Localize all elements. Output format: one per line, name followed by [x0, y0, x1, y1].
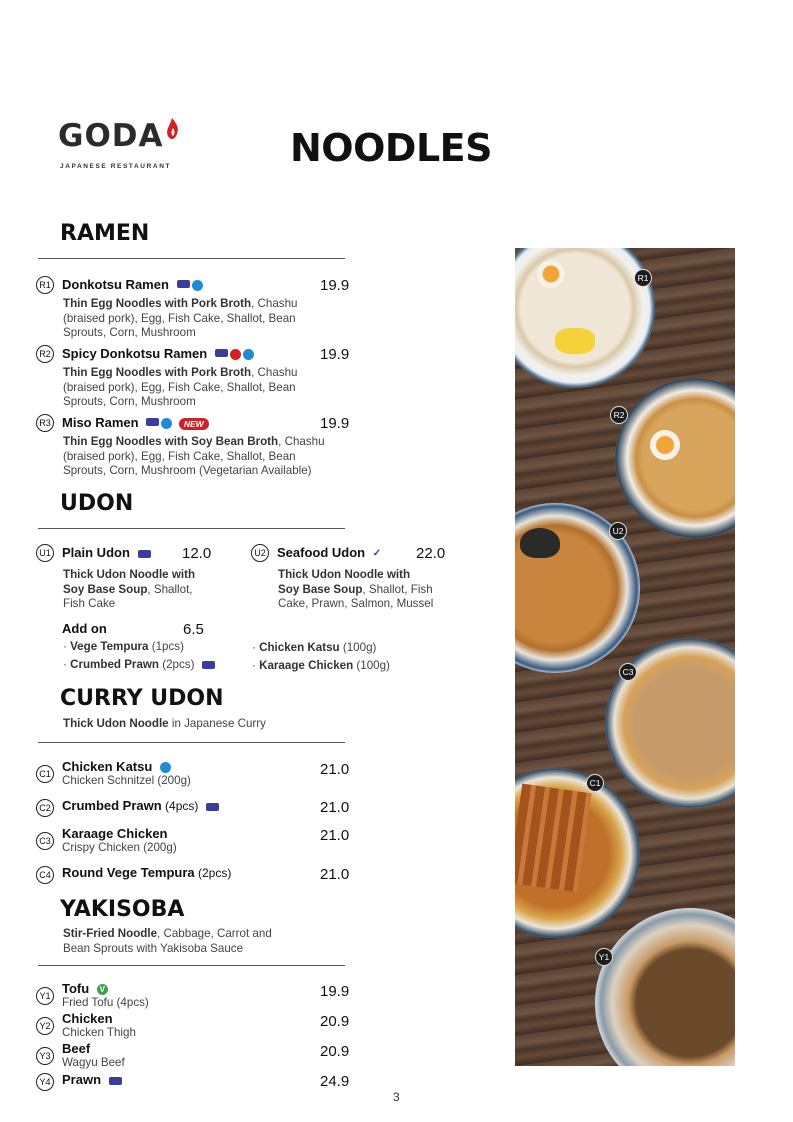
photo-tag-r1: R1	[634, 269, 652, 287]
item-price: 19.9	[320, 277, 350, 294]
item-name-crumbed-prawn: Crumbed Prawn	[62, 798, 162, 813]
item-description	[63, 568, 233, 612]
item-name-miso-ramen: Miso Ramen	[62, 415, 139, 430]
desc-bold: Stir-Fried Noodle	[63, 927, 158, 940]
menu-item-name	[62, 865, 231, 880]
photo-tag-r2: R2	[610, 406, 628, 424]
addon-item	[252, 659, 390, 672]
seafood-icon: ✓	[372, 547, 382, 559]
desc-text: (braised pork), Egg, Fish Cake, Shallot, Bean	[63, 449, 296, 463]
truck-icon	[177, 280, 190, 288]
menu-item-name	[62, 759, 171, 774]
item-code-y3: Y3	[36, 1047, 54, 1065]
page-title: NOODLES	[290, 126, 492, 170]
desc-bold: Soy Base Soup	[278, 582, 363, 596]
logo-subtitle: JAPANESE RESTAURANT	[60, 163, 172, 170]
desc-text: Sprouts, Corn, Mushroom (Vegetarian Available)	[63, 464, 312, 478]
item-price: 19.9	[320, 983, 350, 1000]
item-description	[63, 297, 333, 341]
section-title-curry-udon: CURRY UDON	[60, 686, 224, 711]
photo-tag-u2: U2	[609, 522, 627, 540]
bullet: ·	[252, 659, 260, 672]
logo-wordmark: GODA	[58, 118, 164, 154]
section-description	[63, 717, 266, 732]
section-divider	[38, 258, 345, 259]
item-code-c4: C4	[36, 866, 54, 884]
yakisoba-plate-image	[595, 908, 735, 1066]
item-name-prawn: Prawn	[62, 1072, 102, 1087]
menu-item-name	[62, 981, 108, 996]
item-price: 21.0	[320, 866, 350, 883]
desc-bold: Thin Egg Noodles with Soy Bean Broth	[63, 435, 279, 448]
item-subtitle: Chicken Thigh	[62, 1026, 136, 1039]
mussel-image	[520, 528, 560, 558]
item-price: 20.9	[320, 1043, 350, 1060]
item-price: 19.9	[320, 415, 350, 432]
desc-text: Bean Sprouts with Yakisoba Sauce	[63, 941, 244, 955]
item-qty: (4pcs)	[161, 799, 199, 813]
menu-item-name: Karaage Chicken	[62, 826, 168, 841]
truck-icon	[206, 803, 219, 811]
desc-text: Cake, Prawn, Salmon, Mussel	[278, 597, 434, 611]
item-price: 19.9	[320, 346, 350, 363]
desc-text: , Chashu	[251, 366, 298, 379]
item-name-spicy-donkotsu-ramen: Spicy Donkotsu Ramen	[62, 346, 208, 361]
item-name-tofu: Tofu	[62, 981, 90, 996]
new-badge: NEW	[179, 418, 209, 430]
item-name-round-vege-tempura: Round Vege Tempura	[62, 865, 195, 880]
truck-icon	[138, 550, 151, 558]
menu-item-name: Beef	[62, 1041, 91, 1056]
photo-tag-c1: C1	[586, 774, 604, 792]
desc-text: (braised pork), Egg, Fish Cake, Shallot, Bean	[63, 380, 296, 394]
thumbs-up-icon	[192, 280, 203, 291]
bullet: ·	[63, 658, 71, 671]
menu-item-name	[62, 545, 151, 560]
item-code-u1: U1	[36, 544, 54, 562]
menu-item-name	[62, 415, 209, 430]
addon-qty: (2pcs)	[159, 658, 195, 671]
item-code-u2: U2	[251, 544, 269, 562]
item-price: 21.0	[320, 827, 350, 844]
section-divider	[38, 528, 345, 529]
menu-item-name	[62, 1072, 122, 1087]
truck-icon	[109, 1077, 122, 1085]
menu-item-name	[277, 545, 384, 560]
menu-item-name	[62, 277, 203, 292]
bullet: ·	[252, 641, 260, 654]
bullet: ·	[63, 640, 71, 653]
item-subtitle: Chicken Schnitzel (200g)	[62, 774, 191, 787]
egg-image	[650, 430, 680, 460]
vegetarian-icon: V	[97, 984, 108, 995]
truck-icon	[146, 418, 159, 426]
item-name-seafood-udon: Seafood Udon	[277, 545, 366, 560]
item-price: 20.9	[320, 1013, 350, 1030]
item-code-r3: R3	[36, 414, 54, 432]
item-price: 12.0	[182, 545, 212, 562]
item-code-y2: Y2	[36, 1017, 54, 1035]
photo-tag-y1: Y1	[595, 948, 613, 966]
desc-text: , Shallot, Fish	[362, 582, 433, 596]
restaurant-logo	[58, 118, 183, 176]
addon-name: Vege Tempura	[70, 640, 149, 653]
truck-icon	[202, 661, 215, 669]
desc-text: Sprouts, Corn, Mushroom	[63, 326, 196, 340]
noodle-photo-strip	[515, 248, 735, 1066]
desc-bold: Thin Egg Noodles with Pork Broth	[63, 366, 252, 379]
flame-icon	[162, 116, 182, 146]
menu-item-name: Chicken	[62, 1011, 113, 1026]
menu-item-name	[62, 798, 219, 813]
addon-name: Crumbed Prawn	[70, 658, 159, 671]
item-code-c1: C1	[36, 765, 54, 783]
ramen-bowl-image	[515, 248, 655, 388]
desc-text: (braised pork), Egg, Fish Cake, Shallot, Bean	[63, 311, 296, 325]
item-subtitle: Crispy Chicken (200g)	[62, 841, 177, 854]
item-description	[63, 366, 333, 410]
chili-icon	[230, 349, 241, 360]
desc-bold: Thick Udon Noodle	[63, 717, 169, 730]
item-name-donkotsu-ramen: Donkotsu Ramen	[62, 277, 169, 292]
item-name-chicken-katsu: Chicken Katsu	[62, 759, 153, 774]
section-divider	[38, 742, 345, 743]
spicy-ramen-bowl-image	[615, 378, 735, 538]
addon-qty: (100g)	[353, 659, 390, 672]
addon-label: Add on	[62, 621, 107, 636]
addon-item	[252, 641, 376, 654]
egg-image	[537, 260, 565, 288]
section-title-ramen: RAMEN	[60, 221, 150, 246]
desc-text: , Shallot,	[147, 582, 193, 596]
desc-text: , Chashu	[251, 297, 298, 310]
addon-item	[63, 640, 184, 653]
item-price: 22.0	[416, 545, 446, 562]
page-number: 3	[393, 1090, 400, 1104]
photo-tag-c3: C3	[619, 663, 637, 681]
desc-bold: Thin Egg Noodles with Pork Broth	[63, 297, 252, 310]
item-price: 21.0	[320, 799, 350, 816]
item-subtitle: Fried Tofu (4pcs)	[62, 996, 149, 1009]
corn-image	[555, 328, 595, 354]
item-description	[63, 435, 353, 479]
item-name-plain-udon: Plain Udon	[62, 545, 130, 560]
addon-qty: (100g)	[339, 641, 377, 654]
section-title-yakisoba: YAKISOBA	[60, 897, 185, 922]
item-code-c3: C3	[36, 832, 54, 850]
truck-icon	[215, 349, 228, 357]
item-subtitle: Wagyu Beef	[62, 1056, 125, 1069]
section-title-udon: UDON	[60, 491, 134, 516]
item-price: 21.0	[320, 761, 350, 778]
addon-name: Chicken Katsu	[259, 641, 340, 654]
desc-text: in Japanese Curry	[168, 717, 266, 730]
addon-item	[63, 658, 215, 671]
addon-qty: (1pcs)	[148, 640, 184, 653]
thumbs-up-icon	[160, 762, 171, 773]
section-description	[63, 927, 333, 956]
item-qty: (2pcs)	[194, 866, 232, 880]
desc-text: , Chashu	[278, 435, 325, 448]
thumbs-up-icon	[161, 418, 172, 429]
desc-text: Fish Cake	[63, 597, 116, 611]
desc-bold: Soy Base Soup	[63, 582, 148, 596]
item-code-y4: Y4	[36, 1073, 54, 1091]
item-code-c2: C2	[36, 799, 54, 817]
section-divider	[38, 965, 345, 966]
desc-text: Sprouts, Corn, Mushroom	[63, 395, 196, 409]
desc-bold: Thick Udon Noodle with	[278, 568, 411, 581]
thumbs-up-icon	[243, 349, 254, 360]
addon-name: Karaage Chicken	[259, 659, 354, 672]
item-code-r1: R1	[36, 276, 54, 294]
item-code-r2: R2	[36, 345, 54, 363]
item-price: 24.9	[320, 1073, 350, 1090]
desc-text: , Cabbage, Carrot and	[157, 927, 272, 940]
item-code-y1: Y1	[36, 987, 54, 1005]
desc-bold: Thick Udon Noodle with	[63, 568, 196, 581]
item-description	[278, 568, 458, 612]
addon-price: 6.5	[183, 621, 204, 638]
menu-item-name	[62, 346, 254, 361]
